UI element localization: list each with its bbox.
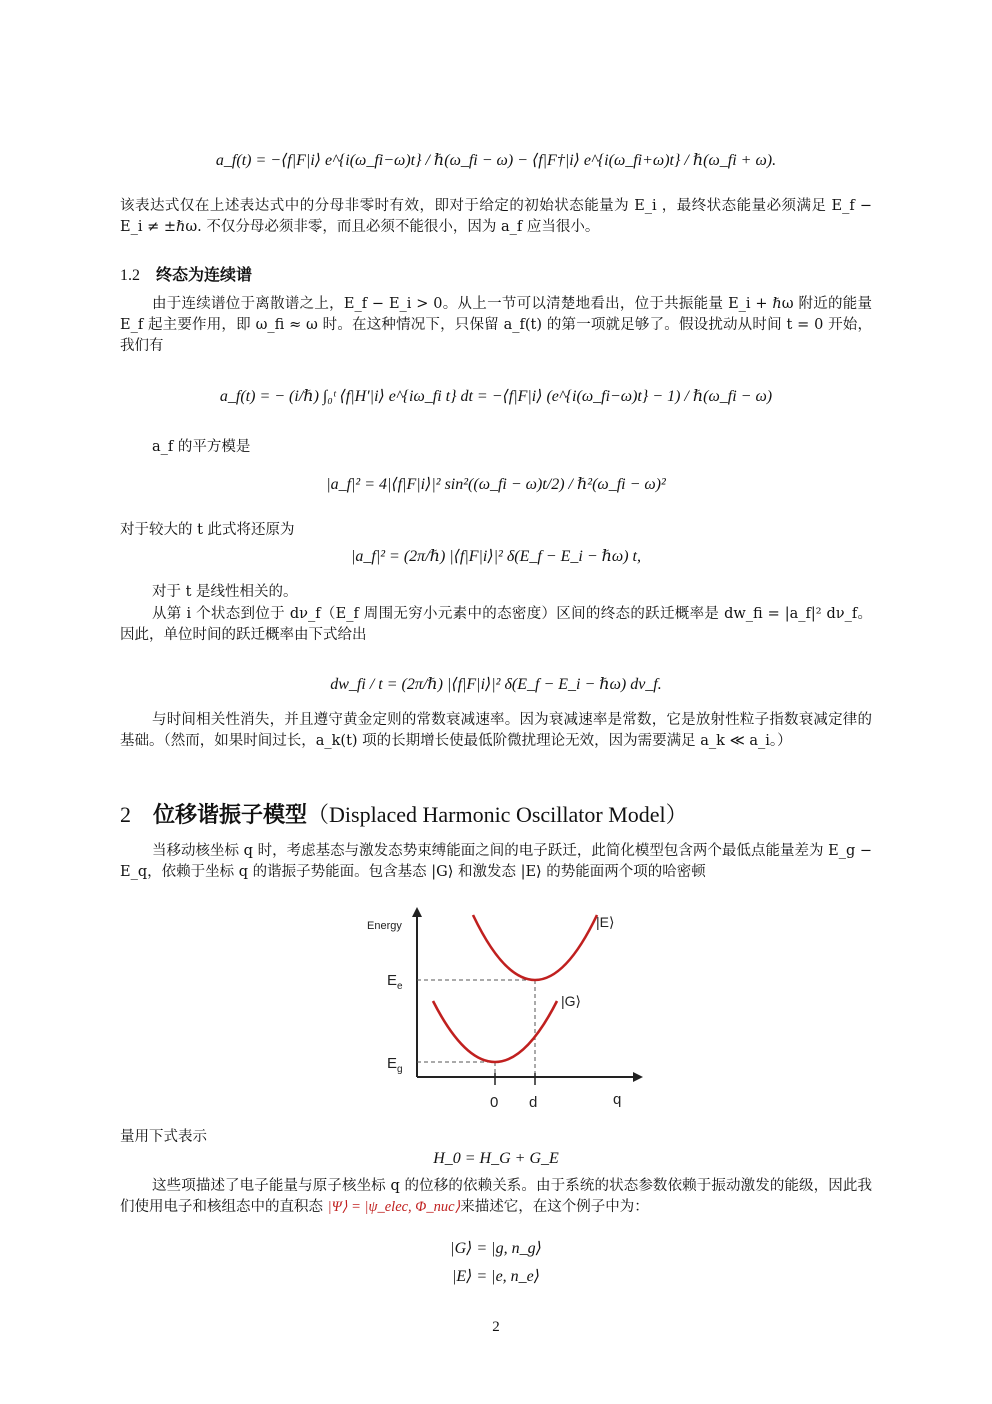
- paragraph-7: 与时间相关性消失，并且遵守黄金定则的常数衰减速率。因为衰减速率是常数，它是放射性粒子指数衰减定律的基础。（然而，如果时间过长，a_k(t) 项的长期增长使最低阶微扰理论无效，因为需要满足 a_k ≪ a_i。）: [120, 712, 872, 749]
- displaced-oscillator-figure: [355, 905, 645, 1120]
- section-number: 1.2: [120, 267, 140, 284]
- excited-state-curve: [473, 915, 597, 980]
- paragraph-5: 对于 t 是线性相关的。: [152, 584, 298, 600]
- x-tick-label-zero: 0: [490, 1094, 499, 1111]
- paragraph-8: 当移动核坐标 q 时，考虑基态与激发态势束缚能面之间的电子跃迁，此简化模型包含两个最低点能量差为 E_g − E_q，依赖于坐标 q 的谐振子势能面。包含基态 |G⟩ 和激发态 |E⟩ 的势能面两个项的哈密顿: [120, 843, 872, 880]
- paragraph-10-part-b: 来描述它，在这个例子中为：: [460, 1199, 649, 1215]
- equation-2: a_f(t) = − (i/ℏ) ∫₀ᵗ ⟨f|H′|i⟩ e^{iω_fi t} dt = −⟨f|F|i⟩ (e^{i(ω_fi−ω)t} − 1) / ℏ(ω_fi − ω): [219, 388, 773, 405]
- equation-8: |E⟩ = |e, n_e⟩: [451, 1268, 541, 1285]
- ground-state-curve: [433, 1001, 557, 1062]
- paragraph-10-part-a: 这些项描述了电子能量与原子核坐标 q 的位移的依赖关系。由于系统的状态参数依赖于振动激发的能级，因此我们使用电子和核组态中的直积态: [120, 1178, 872, 1215]
- section-title: 位移谐振子模型: [153, 803, 308, 828]
- curve-label-excited: |E⟩: [596, 914, 615, 930]
- paragraph-1: 该表达式仅在上述表达式中的分母非零时有效，即对于给定的初始状态能量为 E_i ，最终状态能量必须满足 E_f − E_i ≠ ±ℏω. 不仅分母必须非零，而且必须不能很小，因为 a_f 应当很小。: [120, 198, 872, 235]
- equation-5: dw_fi / t = (2π/ℏ) |⟨f|F|i⟩|² δ(E_f − E_i − ℏω) dν_f.: [330, 676, 662, 693]
- x-axis-arrow: [633, 1072, 643, 1082]
- paragraph-10: [120, 1176, 872, 1218]
- x-tick-label-d: d: [529, 1094, 538, 1111]
- section-heading-1-2: [120, 262, 252, 285]
- equation-6: H_0 = H_G + G_E: [433, 1150, 559, 1167]
- paragraph-9: 量用下式表示: [120, 1129, 207, 1145]
- equation-1: a_f(t) = −⟨f|F|i⟩ e^{i(ω_fi−ω)t} / ℏ(ω_fi − ω) − ⟨f|F†|i⟩ e^{i(ω_fi+ω)t} / ℏ(ω_fi + ω).: [215, 152, 777, 169]
- paragraph-6: 从第 i 个状态到位于 dν_f（E_f 周围无穷小元素中的态密度）区间的终态的跃迁概率是 dw_fi = |a_f|² dν_f。因此，单位时间的跃迁概率由下式给出: [120, 606, 872, 643]
- y-axis-label: Energy: [367, 920, 402, 932]
- section-title: 终态为连续谱: [156, 265, 253, 284]
- equation-7: |G⟩ = |g, n_g⟩: [450, 1240, 542, 1257]
- curve-label-ground: |G⟩: [561, 993, 581, 1009]
- paragraph-4: 对于较大的 t 此式将还原为: [120, 522, 295, 538]
- paragraph-3: a_f 的平方模是: [152, 439, 251, 455]
- product-state-link[interactable]: |Ψ⟩ = |ψ_elec, Φ_nuc⟩: [327, 1199, 461, 1215]
- equation-4: |a_f|² = (2π/ℏ) |⟨f|F|i⟩|² δ(E_f − E_i − ℏω) t,: [351, 548, 641, 565]
- page-number: 2: [492, 1319, 500, 1335]
- section-title-english: （Displaced Harmonic Oscillator Model）: [307, 802, 688, 827]
- y-tick-label-ee-sub: e: [397, 981, 403, 992]
- x-axis-label: q: [613, 1091, 622, 1108]
- equation-3: |a_f|² = 4|⟨f|F|i⟩|² sin²((ω_fi − ω)t/2) / ℏ²(ω_fi − ω)²: [326, 476, 666, 493]
- section-heading-2: [120, 798, 688, 829]
- y-tick-label-eg: $E_g$: [387, 1055, 403, 1075]
- y-tick-label-eg-sub: g: [397, 1064, 403, 1075]
- section-number: 2: [120, 802, 131, 827]
- y-tick-label-ee: $E_e$: [387, 972, 403, 992]
- paragraph-2: 由于连续谱位于离散谱之上，E_f − E_i > 0。从上一节可以清楚地看出，位于共振能量 E_i + ℏω 附近的能量 E_f 起主要作用，即 ω_fi ≈ ω 时。在这种情况下，只保留 a_f(t) 的第一项就足够了。假设扰动从时间 t = 0 开始，我们有: [120, 296, 872, 354]
- y-axis-arrow: [412, 907, 422, 917]
